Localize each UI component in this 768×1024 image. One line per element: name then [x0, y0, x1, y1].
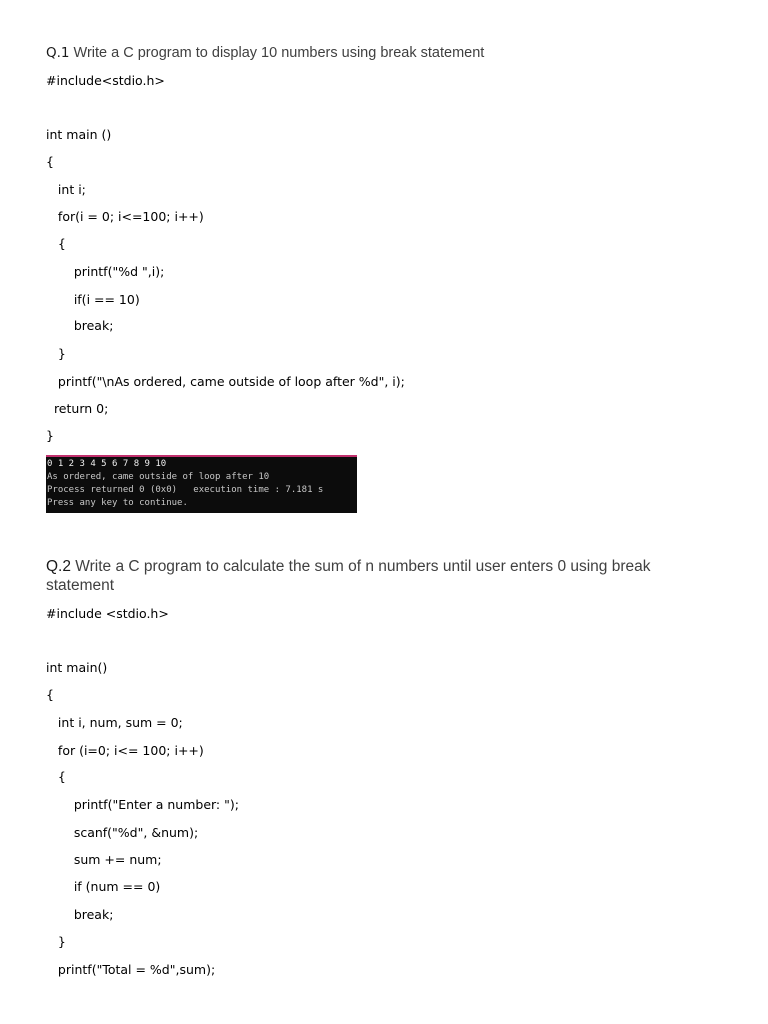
q2-code-line: for (i=0; i<= 100; i++) [46, 743, 204, 758]
q2-code-line: int i, num, sum = 0; [46, 715, 183, 730]
console-output-line: Press any key to continue. [47, 498, 188, 508]
q1-heading [46, 44, 696, 62]
console-output-line: As ordered, came outside of loop after 10 [47, 472, 270, 482]
q2-code-line: #include <stdio.h> [46, 606, 169, 621]
q1-code-line: printf("%d ",i); [46, 264, 165, 279]
q2-code-line: break; [46, 907, 114, 922]
q1-code-line: { [46, 236, 66, 251]
q2-code-line: sum += num; [46, 852, 162, 867]
q2-code-line: printf("Enter a number: "); [46, 797, 239, 812]
q2-heading [46, 557, 696, 595]
q2-code-line: { [46, 769, 66, 784]
q1-code-line: break; [46, 318, 114, 333]
q1-code-line: int i; [46, 182, 86, 197]
q2-code-line: scanf("%d", &num); [46, 825, 199, 840]
q1-code-line: #include<stdio.h> [46, 73, 165, 88]
q2-code-line: if (num == 0) [46, 879, 161, 894]
q1-code-line: int main () [46, 127, 112, 142]
q2-code-line: { [46, 687, 54, 702]
q1-number: Q.1 [46, 45, 70, 61]
q1-code-line: { [46, 154, 54, 169]
q2-code-line: int main() [46, 660, 108, 675]
console-output-window [46, 455, 357, 513]
q1-code-line: } [46, 428, 54, 443]
q2-title: Write a C program to calculate the sum of n numbers until user enters 0 using break statement [46, 558, 651, 594]
console-output-line: Process returned 0 (0x0) execution time : 7.181 s [47, 485, 324, 495]
q1-code-line: for(i = 0; i<=100; i++) [46, 209, 204, 224]
q1-code-line: printf("\nAs ordered, came outside of loop after %d", i); [46, 374, 405, 389]
q2-code-line: } [46, 934, 66, 949]
q2-number: Q.2 [46, 558, 71, 575]
q1-title: Write a C program to display 10 numbers using break statement [69, 45, 485, 61]
q1-code-line: } [46, 346, 66, 361]
q1-code-line: return 0; [46, 401, 109, 416]
q2-code-line: printf("Total = %d",sum); [46, 962, 216, 977]
console-output-line: 0 1 2 3 4 5 6 7 8 9 10 [47, 459, 167, 469]
q1-code-line: if(i == 10) [46, 292, 140, 307]
